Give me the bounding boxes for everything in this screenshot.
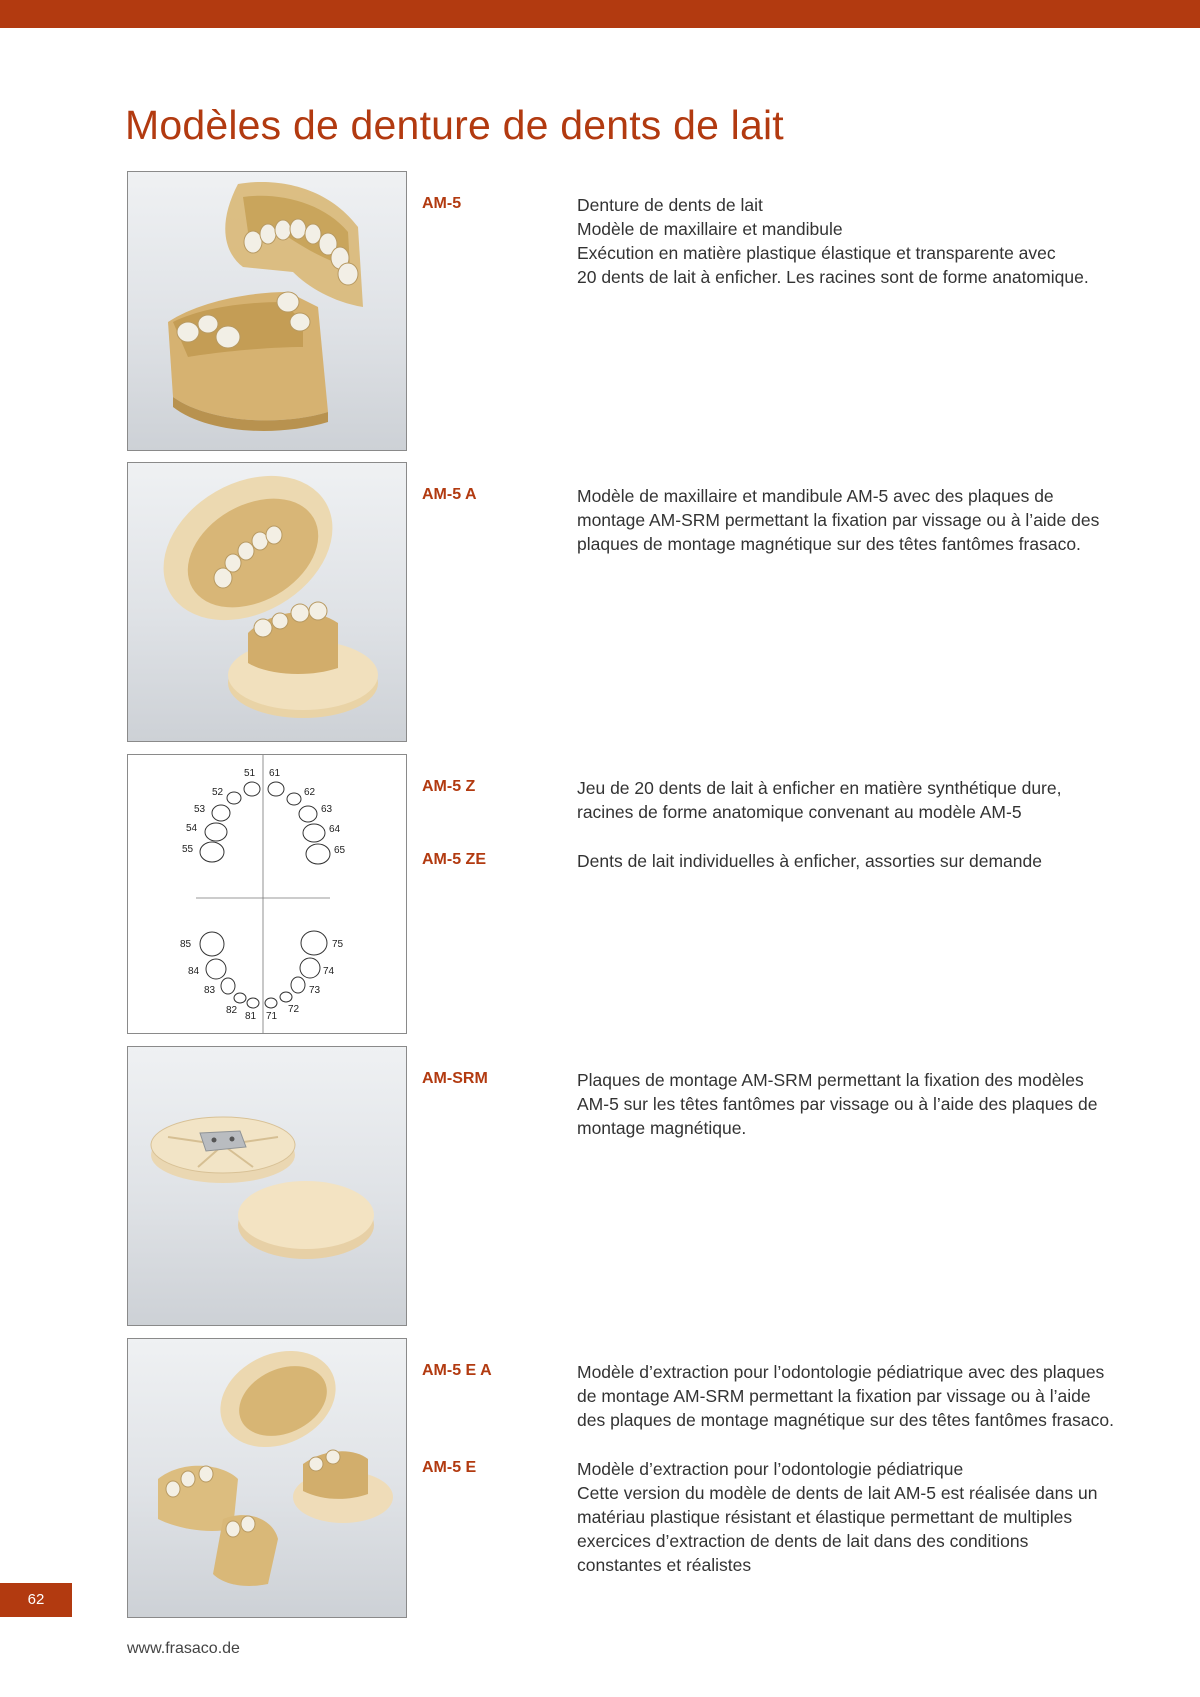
footer-url[interactable]: www.frasaco.de	[127, 1640, 240, 1657]
product-description: Modèle d’extraction pour l’odontologie pédiatrique Cette version du modèle de dents de lait AM-5 est réalisée dans un matériau plastique résistant et élastique permettant de multiples exercices d’extraction de dents de lait dans des conditions constantes et réalistes	[577, 1459, 1098, 1575]
tooth-label: 85	[180, 939, 192, 950]
tooth-label: 55	[182, 844, 194, 855]
tooth-label: 51	[244, 768, 256, 779]
product-description: Dents de lait individuelles à enficher, assorties sur demande	[577, 851, 1042, 871]
product-description: Modèle d’extraction pour l’odontologie pédiatrique avec des plaques de montage AM-SRM permettant la fixation par vissage ou à l’aide des plaques de montage magnétique sur des têtes fantômes frasaco.	[577, 1362, 1114, 1430]
tooth-label: 62	[304, 787, 316, 798]
tooth-label: 71	[266, 1011, 278, 1022]
tooth-label: 82	[226, 1005, 238, 1016]
tooth-label: 74	[323, 966, 335, 977]
page-number: 62	[0, 1583, 72, 1617]
product-am-5-z	[127, 754, 1187, 1036]
product-am-srm	[127, 1046, 1187, 1328]
product-description: Denture de dents de lait Modèle de maxillaire et mandibule Exécution en matière plastique élastique et transparente avec 20 dents de lait à enficher. Les racines sont de forme anatomique.	[577, 195, 1089, 287]
tooth-label: 83	[204, 985, 216, 996]
product-code: AM-5 ZE	[422, 851, 486, 868]
product-am-5-e	[127, 1338, 1187, 1620]
product-code: AM-5	[422, 195, 462, 212]
product-code: AM-5 E	[422, 1459, 477, 1476]
product-am-5-a	[127, 462, 1187, 744]
page-title: Modèles de denture de dents de lait	[125, 102, 784, 148]
extraction-models-photo	[127, 1338, 407, 1618]
tooth-numbering-diagram	[127, 754, 407, 1034]
product-code: AM-SRM	[422, 1070, 488, 1087]
product-am-5	[127, 171, 1187, 453]
tooth-label: 75	[332, 939, 344, 950]
tooth-label: 84	[188, 966, 200, 977]
tooth-label: 72	[288, 1004, 300, 1015]
product-code: AM-5 E A	[422, 1362, 492, 1379]
product-description: Modèle de maxillaire et mandibule AM-5 avec des plaques de montage AM-SRM permettant la fixation par vissage ou à l’aide des plaques de montage magnétique sur des têtes fantômes frasaco.	[577, 486, 1100, 554]
tooth-label: 65	[334, 845, 346, 856]
top-accent-bar	[0, 0, 1200, 28]
tooth-label: 52	[212, 787, 224, 798]
product-description: Plaques de montage AM-SRM permettant la fixation des modèles AM-5 sur les têtes fantômes par vissage ou à l’aide des plaques de montage magnétique.	[577, 1070, 1098, 1138]
mounting-plates-photo	[127, 1046, 407, 1326]
tooth-label: 73	[309, 985, 321, 996]
product-code: AM-5 Z	[422, 778, 476, 795]
product-code: AM-5 A	[422, 486, 477, 503]
tooth-label: 81	[245, 1011, 257, 1022]
tooth-label: 63	[321, 804, 333, 815]
tooth-label: 61	[269, 768, 281, 779]
transparent-jaw-model-photo	[127, 171, 407, 451]
product-description: Jeu de 20 dents de lait à enficher en matière synthétique dure, racines de forme anatomique convenant au modèle AM-5	[577, 778, 1062, 822]
tooth-label: 54	[186, 823, 198, 834]
tooth-label: 53	[194, 804, 206, 815]
tooth-label: 64	[329, 824, 341, 835]
jaw-model-on-mounting-plates-photo	[127, 462, 407, 742]
